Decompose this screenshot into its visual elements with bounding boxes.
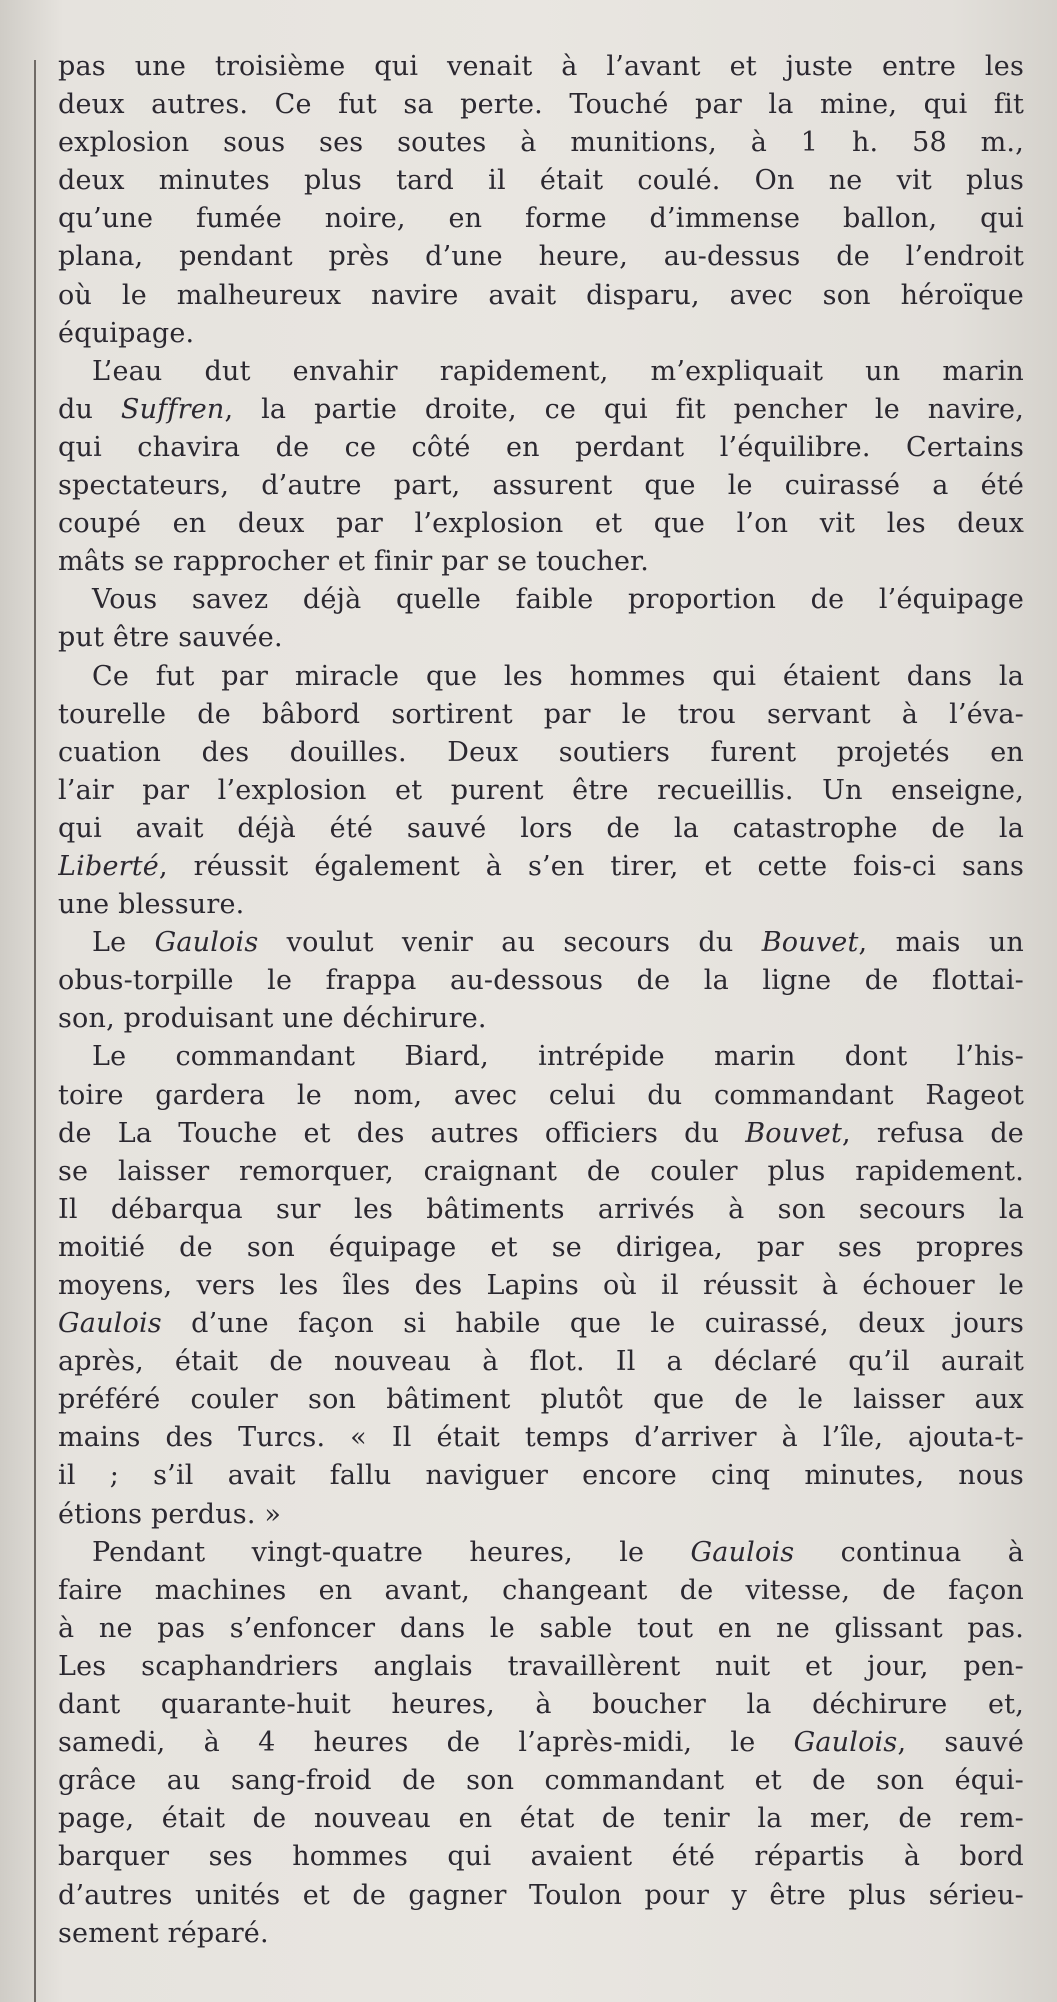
text-line: sement réparé. — [58, 1917, 269, 1949]
text-line: faire machines en avant, changeant de vitesse, de façon — [58, 1574, 1024, 1606]
text-line: barquer ses hommes qui avaient été répartis à bord — [58, 1841, 1024, 1873]
text-line: tourelle de bâbord sortirent par le trou servant à l’éva- — [58, 698, 1024, 730]
text-line: Le commandant Biard, intrépide marin dont l’his- — [92, 1041, 1024, 1073]
column-rule — [34, 60, 36, 2002]
text-line: coupé en deux par l’explosion et que l’on vit les deux — [58, 508, 1024, 540]
text-line: où le malheureux navire avait disparu, avec son héroïque — [58, 279, 1024, 311]
text-line: l’air par l’explosion et purent être recueillis. Un enseigne, — [58, 774, 1024, 806]
text-line: deux minutes plus tard il était coulé. On ne vit plus — [58, 165, 1024, 197]
text-line: deux autres. Ce fut sa perte. Touché par la mine, qui fit — [58, 89, 1024, 121]
text-line: mains des Turcs. « Il était temps d’arriver à l’île, ajouta-t- — [58, 1422, 1024, 1454]
text-line: qui avait déjà été sauvé lors de la catastrophe de la — [58, 812, 1024, 844]
paragraph — [58, 353, 1024, 582]
text-line: son, produisant une déchirure. — [58, 1003, 487, 1035]
text-line: équipage. — [58, 317, 195, 349]
text-line: cuation des douilles. Deux soutiers furent projetés en — [58, 736, 1024, 768]
text-line: samedi, à 4 heures de l’après-midi, le Gaulois, sauvé — [58, 1727, 1024, 1759]
article-text-column — [58, 48, 1024, 1953]
text-line: préféré couler son bâtiment plutôt que de le laisser aux — [58, 1384, 1024, 1416]
text-line: étions perdus. » — [58, 1498, 282, 1530]
text-line: Vous savez déjà quelle faible proportion de l’équipage — [92, 584, 1024, 616]
text-line: moitié de son équipage et se dirigea, par ses propres — [58, 1231, 1024, 1263]
text-line: dant quarante-huit heures, à boucher la déchirure et, — [58, 1689, 1024, 1721]
text-line: plana, pendant près d’une heure, au-dessus de l’endroit — [58, 241, 1024, 273]
text-line: Le Gaulois voulut venir au secours du Bouvet, mais un — [92, 927, 1024, 959]
text-line: mâts se rapprocher et finir par se toucher. — [58, 546, 650, 578]
text-line: spectateurs, d’autre part, assurent que le cuirassé a été — [58, 470, 1024, 502]
paragraph — [58, 1534, 1024, 1953]
text-line: put être sauvée. — [58, 622, 283, 654]
text-line: toire gardera le nom, avec celui du commandant Rageot — [58, 1079, 1024, 1111]
text-line: se laisser remorquer, craignant de couler plus rapidement. — [58, 1155, 1024, 1187]
text-line: à ne pas s’enfoncer dans le sable tout en ne glissant pas. — [58, 1612, 1024, 1644]
text-line: Gaulois d’une façon si habile que le cuirassé, deux jours — [58, 1308, 1024, 1340]
text-line: moyens, vers les îles des Lapins où il réussit à échouer le — [58, 1270, 1024, 1301]
text-line: d’autres unités et de gagner Toulon pour y être plus sérieu- — [58, 1879, 1024, 1911]
text-line: qu’une fumée noire, en forme d’immense ballon, qui — [58, 203, 1024, 235]
text-line: Pendant vingt-quatre heures, le Gaulois continua à — [92, 1536, 1024, 1568]
paragraph — [58, 924, 1024, 1038]
text-line: Ce fut par miracle que les hommes qui étaient dans la — [92, 660, 1024, 692]
paragraph — [58, 1038, 1024, 1533]
text-line: qui chavira de ce côté en perdant l’équilibre. Certains — [58, 431, 1024, 463]
text-line: Liberté, réussit également à s’en tirer, et cette fois-ci sans — [58, 850, 1024, 882]
paragraph — [58, 581, 1024, 657]
paragraph — [58, 48, 1024, 353]
text-line: obus-torpille le frappa au-dessous de la ligne de flottai- — [58, 965, 1024, 997]
text-line: après, était de nouveau à flot. Il a déclaré qu’il aurait — [58, 1346, 1024, 1378]
text-line: Il débarqua sur les bâtiments arrivés à son secours la — [58, 1193, 1024, 1225]
text-line: explosion sous ses soutes à munitions, à 1 h. 58 m., — [58, 127, 1024, 159]
text-line: page, était de nouveau en état de tenir la mer, de rem- — [58, 1803, 1024, 1835]
text-line: grâce au sang-froid de son commandant et de son équi- — [58, 1765, 1024, 1797]
paragraph — [58, 658, 1024, 925]
text-line: il ; s’il avait fallu naviguer encore cinq minutes, nous — [58, 1460, 1024, 1492]
text-line: Les scaphandriers anglais travaillèrent nuit et jour, pen- — [58, 1650, 1024, 1682]
text-line: de La Touche et des autres officiers du Bouvet, refusa de — [58, 1117, 1024, 1149]
text-line: L’eau dut envahir rapidement, m’expliquait un marin — [92, 355, 1024, 387]
text-line: du Suffren, la partie droite, ce qui fit pencher le navire, — [58, 393, 1024, 425]
text-line: pas une troisième qui venait à l’avant et juste entre les — [58, 51, 1024, 82]
text-line: une blessure. — [58, 889, 245, 921]
